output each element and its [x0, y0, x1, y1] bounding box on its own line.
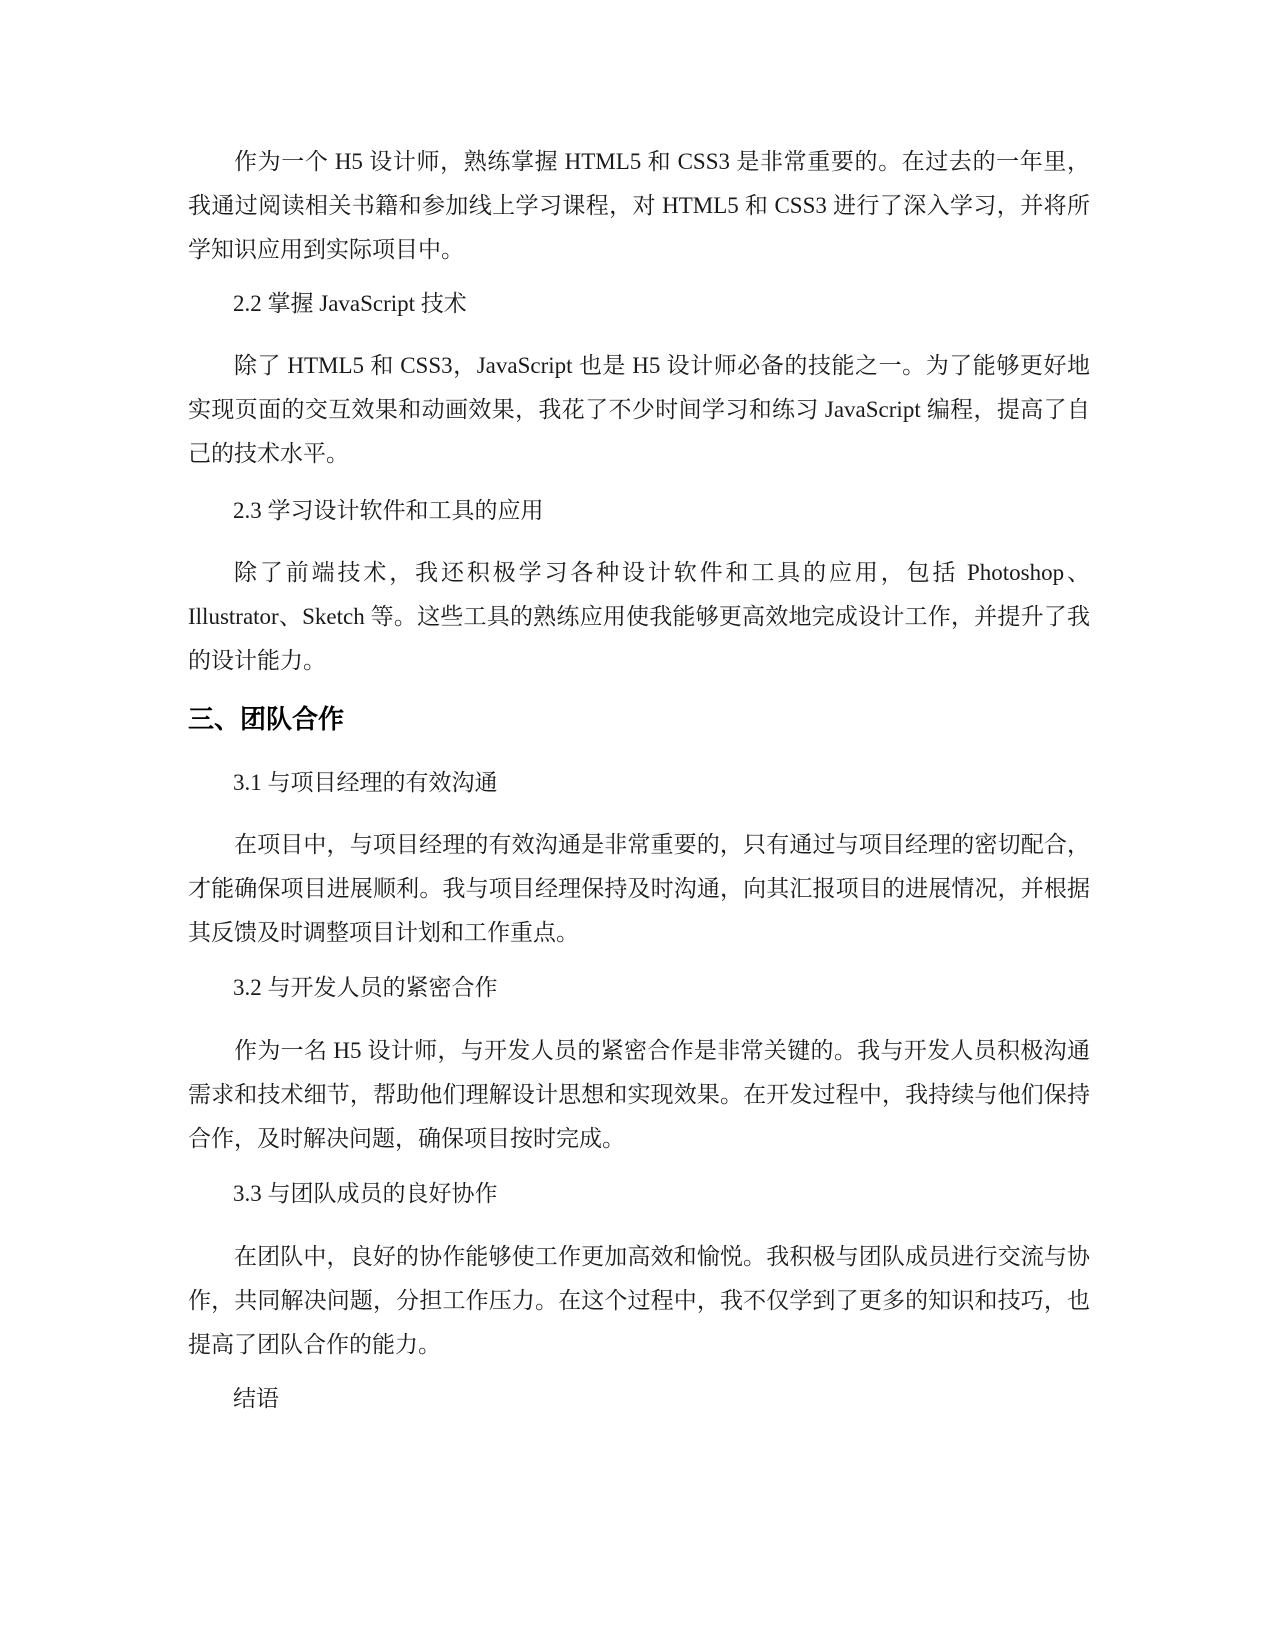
subheading-3-2: 3.2 与开发人员的紧密合作	[233, 975, 498, 1000]
paragraph-html-css: 作为一个 H5 设计师，熟练掌握 HTML5 和 CSS3 是非常重要的。在过去的一年里，我通过阅读相关书籍和参加线上学习课程，对 HTML5 和 CSS3 进行了深入学习，并将所学知识应用到实际项目中。	[188, 149, 1090, 262]
section-title-teamwork: 三、团队合作	[188, 705, 345, 735]
paragraph-team-members: 在团队中，良好的协作能够使工作更加高效和愉悦。我积极与团队成员进行交流与协作，共同解决问题，分担工作压力。在这个过程中，我不仅学到了更多的知识和技巧，也提高了团队合作的能力。	[188, 1244, 1090, 1357]
paragraph-javascript: 除了 HTML5 和 CSS3，JavaScript 也是 H5 设计师必备的技能之一。为了能够更好地实现页面的交互效果和动画效果，我花了不少时间学习和练习 JavaScript 编程，提高了自己的技术水平。	[188, 353, 1090, 466]
subheading-2-3: 2.3 学习设计软件和工具的应用	[233, 498, 544, 523]
subheading-3-1: 3.1 与项目经理的有效沟通	[233, 770, 498, 795]
subheading-3-3: 3.3 与团队成员的良好协作	[233, 1181, 498, 1206]
subheading-2-2: 2.2 掌握 JavaScript 技术	[233, 291, 467, 316]
paragraph-developers: 作为一名 H5 设计师，与开发人员的紧密合作是非常关键的。我与开发人员积极沟通需求和技术细节，帮助他们理解设计思想和实现效果。在开发过程中，我持续与他们保持合作，及时解决问题，确保项目按时完成。	[188, 1038, 1090, 1151]
paragraph-design-tools: 除了前端技术，我还积极学习各种设计软件和工具的应用，包括 Photoshop、Illustrator、Sketch 等。这些工具的熟练应用使我能够更高效地完成设计工作，并提升了我的设计能力。	[188, 560, 1090, 673]
paragraph-project-manager: 在项目中，与项目经理的有效沟通是非常重要的，只有通过与项目经理的密切配合，才能确保项目进展顺利。我与项目经理保持及时沟通，向其汇报项目的进展情况，并根据其反馈及时调整项目计划和工作重点。	[188, 832, 1090, 945]
conclusion-heading: 结语	[233, 1386, 279, 1411]
